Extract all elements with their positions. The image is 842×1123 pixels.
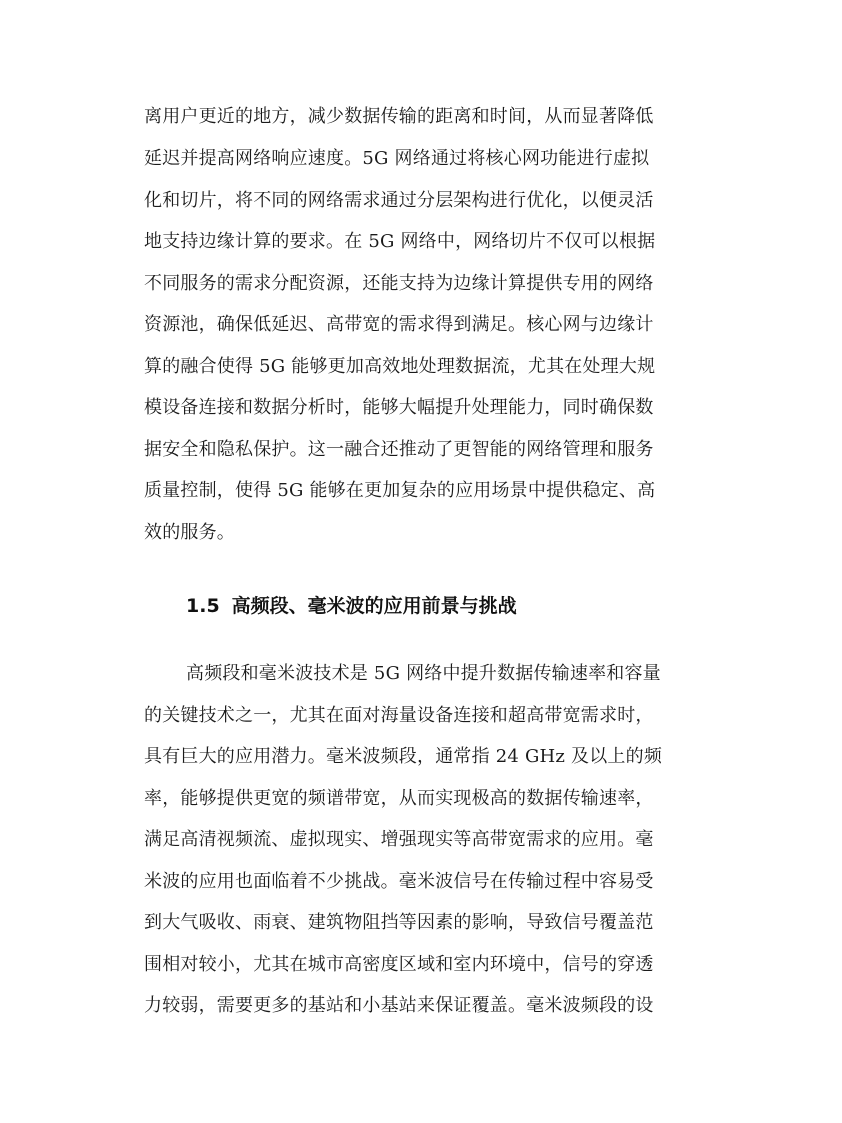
paragraph-2-line-4: 率，能够提供更宽的频谱带宽，从而实现极高的数据传输速率， — [144, 788, 654, 809]
paragraph-1-line-3: 化和切片，将不同的网络需求通过分层架构进行优化，以便灵活 — [144, 190, 654, 211]
paragraph-2-line-7: 到大气吸收、雨衰、建筑物阻挡等因素的影响，导致信号覆盖范 — [144, 912, 654, 933]
paragraph-1-line-2: 延迟并提高网络响应速度。5G 网络通过将核心网功能进行虚拟 — [144, 148, 650, 169]
paragraph-1-line-1: 离用户更近的地方，减少数据传输的距离和时间，从而显著降低 — [144, 106, 654, 127]
paragraph-2-line-3: 具有巨大的应用潜力。毫米波频段，通常指 24 GHz 及以上的频 — [144, 746, 663, 767]
paragraph-2-line-9: 力较弱，需要更多的基站和小基站来保证覆盖。毫米波频段的设 — [144, 995, 654, 1016]
paragraph-1-line-8: 模设备连接和数据分析时，能够大幅提升处理能力，同时确保数 — [144, 397, 654, 418]
section-heading — [186, 593, 517, 619]
paragraph-1-line-7: 算的融合使得 5G 能够更加高效地处理数据流，尤其在处理大规 — [144, 356, 656, 377]
section-title: 高频段、毫米波的应用前景与挑战 — [231, 595, 517, 617]
section-number: 1.5 — [186, 595, 220, 617]
paragraph-2-line-8: 围相对较小，尤其在城市高密度区域和室内环境中，信号的穿透 — [144, 954, 654, 975]
paragraph-1-line-10: 质量控制，使得 5G 能够在更加复杂的应用场景中提供稳定、高 — [144, 480, 656, 501]
paragraph-2-line-2: 的关键技术之一，尤其在面对海量设备连接和超高带宽需求时， — [144, 705, 654, 726]
paragraph-1-line-4: 地支持边缘计算的要求。在 5G 网络中，网络切片不仅可以根据 — [144, 231, 656, 252]
paragraph-1-line-6: 资源池，确保低延迟、高带宽的需求得到满足。核心网与边缘计 — [144, 314, 654, 335]
paragraph-1-line-11: 效的服务。 — [144, 522, 235, 543]
paragraph-2-line-6: 米波的应用也面临着不少挑战。毫米波信号在传输过程中容易受 — [144, 871, 654, 892]
paragraph-2-line-1: 高频段和毫米波技术是 5G 网络中提升数据传输速率和容量 — [186, 663, 661, 684]
paragraph-1-line-9: 据安全和隐私保护。这一融合还推动了更智能的网络管理和服务 — [144, 439, 654, 460]
paragraph-1-line-5: 不同服务的需求分配资源，还能支持为边缘计算提供专用的网络 — [144, 273, 654, 294]
paragraph-2-line-5: 满足高清视频流、虚拟现实、增强现实等高带宽需求的应用。毫 — [144, 829, 654, 850]
